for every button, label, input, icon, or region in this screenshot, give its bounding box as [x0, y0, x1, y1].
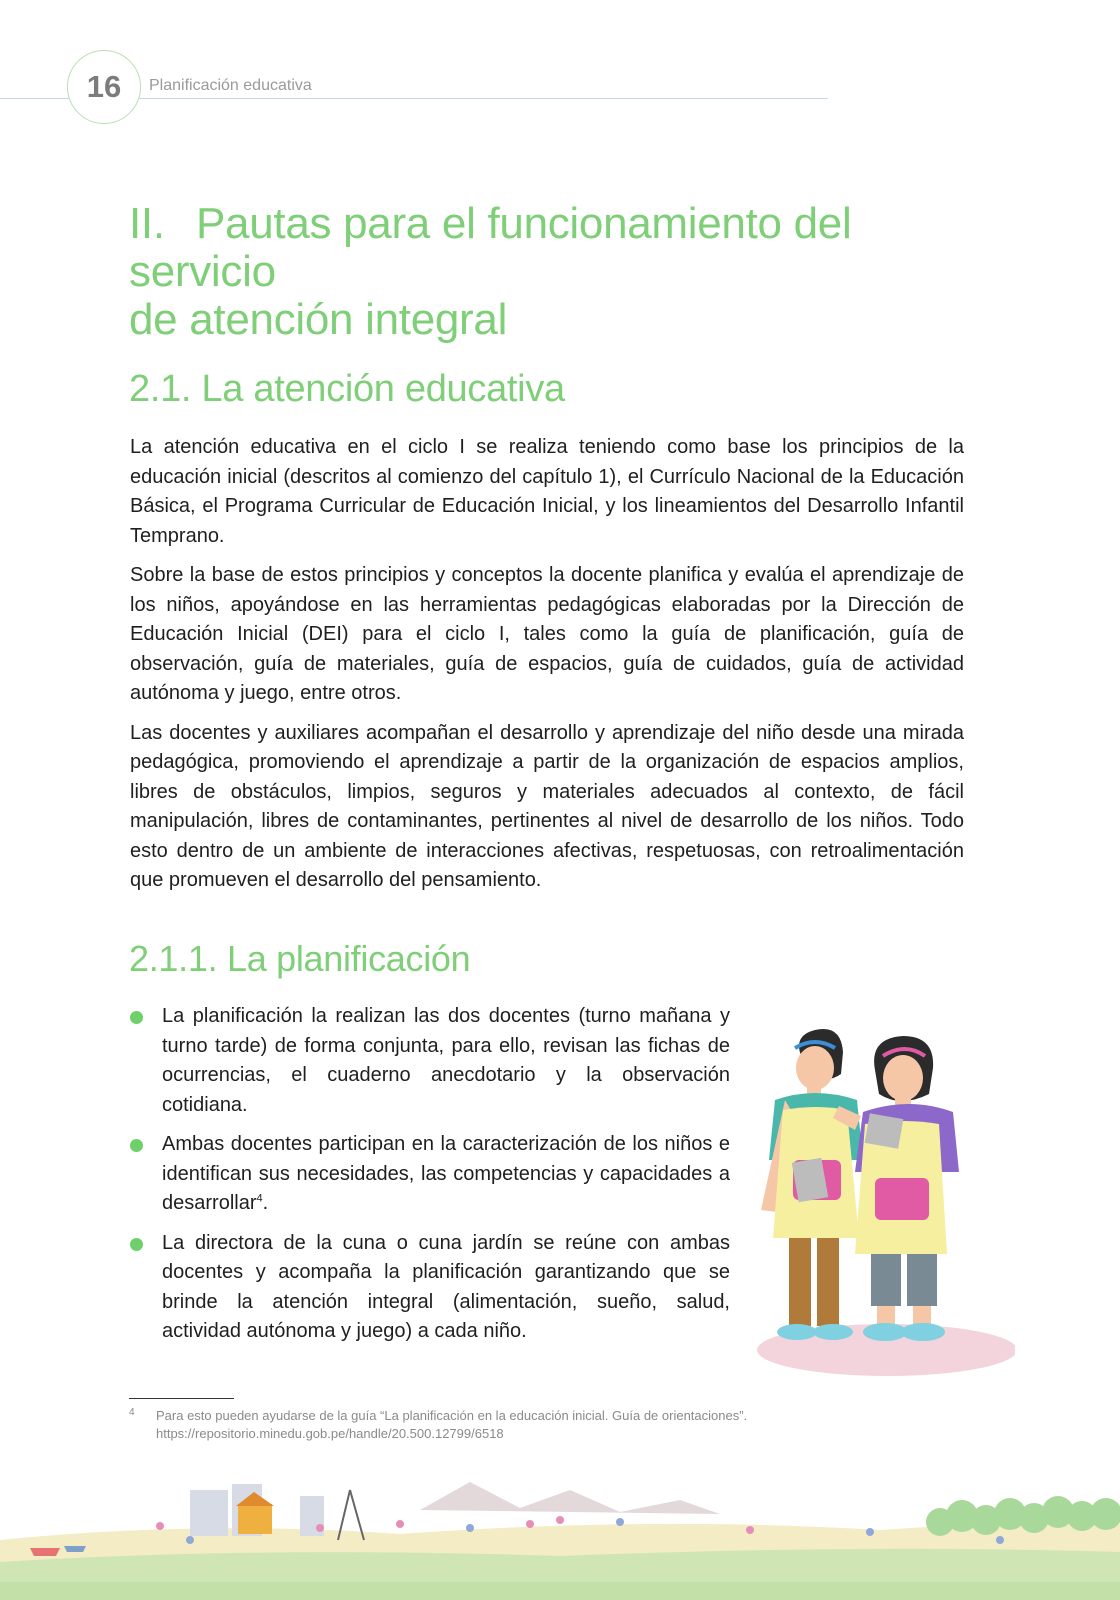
- page-number: 16: [67, 50, 141, 124]
- bullet-icon: [130, 1011, 143, 1024]
- chapter-title-line1: Pautas para el funcionamiento del servicio: [129, 199, 852, 296]
- teacher-left-figure: [761, 1029, 863, 1340]
- page-header: [0, 0, 1120, 140]
- footnote-text: Para esto pueden ayudarse de la guía “La planificación en la educación inicial. Guía de orientaciones”.: [156, 1408, 748, 1423]
- running-title: Planificación educativa: [149, 77, 312, 94]
- list-item: [130, 1229, 730, 1347]
- list-item-end: .: [262, 1192, 269, 1214]
- footnote-ref[interactable]: 4: [256, 1192, 263, 1205]
- list-item-text: Ambas docentes participan en la caracterización de los niños e identifican sus necesidades, las competencias y capacidades a desarrollar: [162, 1133, 730, 1214]
- subsection-title: 2.1.1. La planificación: [129, 938, 471, 979]
- chapter-number: II.: [129, 199, 165, 248]
- bullet-icon: [130, 1238, 143, 1251]
- chapter-title: [129, 200, 989, 344]
- paragraph: La atención educativa en el ciclo I se realiza teniendo como base los principios de la educación inicial (descritos al comienzo del capítulo 1), el Currículo Nacional de la Educación Básica, el Programa Curricular de Educación Inicial, y los lineamientos del Desarrollo Infantil Temprano.: [130, 436, 964, 547]
- footnote-marker: 4: [129, 1407, 135, 1418]
- chapter-title-line2: de atención integral: [129, 295, 508, 344]
- bullet-list: [130, 1002, 730, 1357]
- list-item-text: La planificación la realizan las dos docentes (turno mañana y turno tarde) de forma conjunta, para ello, revisan las fichas de ocurrencias, el cuaderno anecdotario y la observación cotidiana.: [162, 1005, 730, 1116]
- paragraph: Sobre la base de estos principios y conceptos la docente planifica y evalúa el aprendizaje de los niños, apoyándose en las herramientas pedagógicas elaboradas por la Dirección de Educación Inicial (DEI) para el ciclo I, tales como la guía de planificación, guía de observación, guía de materiales, guía de espacios, guía de cuidados, guía de actividad autónoma y juego, entre otros.: [130, 564, 964, 704]
- list-item: [130, 1002, 730, 1120]
- section-title: 2.1. La atención educativa: [129, 368, 565, 410]
- bullet-icon: [130, 1139, 143, 1152]
- list-item: [130, 1130, 730, 1219]
- footnote: [129, 1407, 929, 1443]
- two-teachers-illustration: [745, 1020, 1015, 1380]
- paragraph: Las docentes y auxiliares acompañan el desarrollo y aprendizaje del niño desde una mirada pedagógica, promoviendo el aprendizaje a partir de la organización de espacios amplios, libres de obstáculos, limpios, seguros y materiales adecuados al contexto, de fácil manipulación, libres de contaminantes, pertinentes al nivel de desarrollo de los niños. Todo esto dentro de un ambiente de interacciones afectivas, respetuosas, con retroalimentación que promueven el desarrollo del pensamiento.: [130, 721, 964, 891]
- footnote-rule: [129, 1398, 234, 1399]
- landscape-footer-illustration: [0, 1470, 1120, 1600]
- list-item-text: La directora de la cuna o cuna jardín se reúne con ambas docentes y acompaña la planificación garantizando que se brinde la atención integral (alimentación, sueño, salud, actividad autónoma y juego) a cada niño.: [162, 1231, 730, 1342]
- section-body: [130, 433, 964, 906]
- footnote-link[interactable]: https://repositorio.minedu.gob.pe/handle/20.500.12799/6518: [156, 1426, 504, 1441]
